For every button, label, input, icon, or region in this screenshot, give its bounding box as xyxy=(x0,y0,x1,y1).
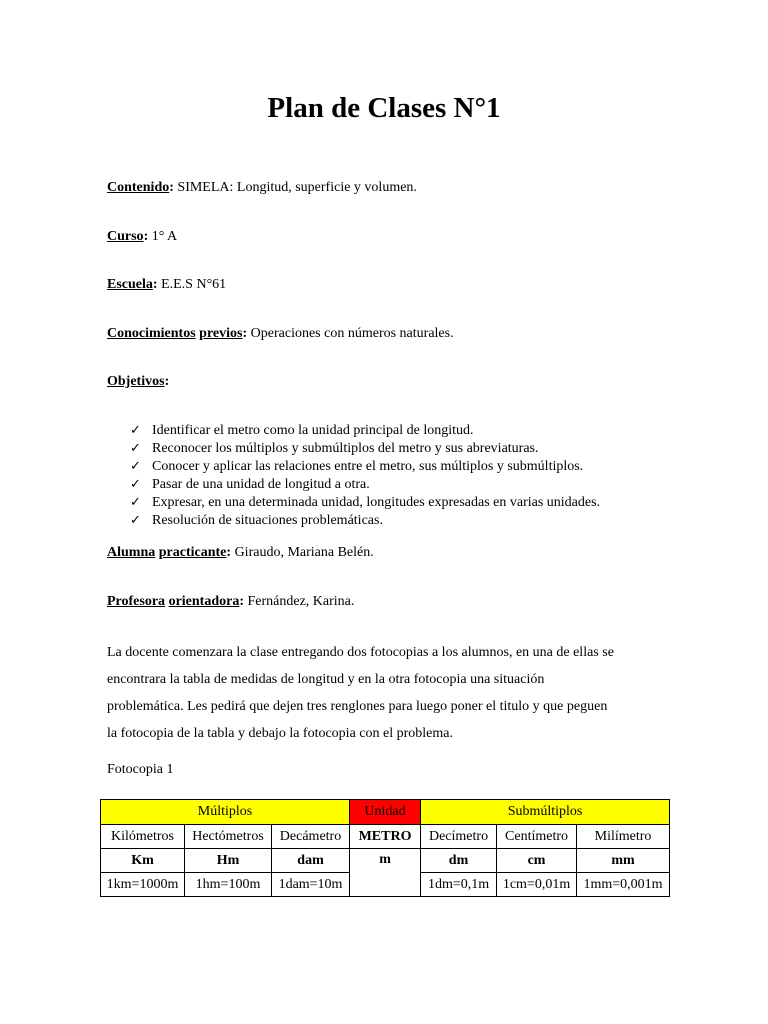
unit-symbol: dam xyxy=(272,849,350,873)
list-item xyxy=(130,475,600,493)
objective-text: Conocer y aplicar las relaciones entre el metro, sus múltiplos y submúltiplos. xyxy=(152,459,584,474)
header-multiplos: Múltiplos xyxy=(101,800,350,825)
list-item xyxy=(130,421,600,439)
page-title: Plan de Clases N°1 xyxy=(267,92,501,124)
label-profesora: Profesora xyxy=(107,594,166,609)
unit-name: Decámetro xyxy=(272,825,350,849)
unit-symbol: m xyxy=(350,849,421,897)
unit-equivalence: 1km=1000m xyxy=(101,873,185,897)
unit-name: METRO xyxy=(350,825,421,849)
label-previos: previos xyxy=(199,326,243,341)
table-row xyxy=(101,800,670,825)
unit-equivalence: 1mm=0,001m xyxy=(577,873,670,897)
paragraph-line: la fotocopia de la tabla y debajo la fotocopia con el problema. xyxy=(107,726,453,741)
check-icon: ✓ xyxy=(130,476,141,491)
label-alumna: Alumna xyxy=(107,545,156,560)
paragraph-line: problemática. Les pedirá que dejen tres renglones para luego poner el titulo y que peguen xyxy=(107,699,608,714)
objective-text: Reconocer los múltiplos y submúltiplos del metro y sus abreviaturas. xyxy=(152,441,539,456)
header-submultiplos: Submúltiplos xyxy=(421,800,670,825)
length-units-table xyxy=(100,799,670,897)
objective-text: Pasar de una unidad de longitud a otra. xyxy=(152,477,370,492)
field-alumna: Alumna practicante: Giraudo, Mariana Belén. xyxy=(107,545,374,560)
list-item xyxy=(130,493,600,511)
label-objetivos: Objetivos xyxy=(107,374,165,389)
check-icon: ✓ xyxy=(130,494,141,509)
value-alumna: Giraudo, Mariana Belén. xyxy=(231,545,374,560)
table-caption: Fotocopia 1 xyxy=(107,762,174,777)
list-item xyxy=(130,457,600,475)
table-row xyxy=(101,849,670,873)
field-curso: Curso: 1° A xyxy=(107,229,178,244)
list-item xyxy=(130,439,600,457)
field-escuela: Escuela: E.E.S N°61 xyxy=(107,277,227,292)
description-paragraph xyxy=(107,639,667,747)
label-conocimientos: Conocimientos xyxy=(107,326,196,341)
value-profesora: Fernández, Karina. xyxy=(244,594,355,609)
check-icon: ✓ xyxy=(130,422,141,437)
unit-name: Milímetro xyxy=(577,825,670,849)
value-conocimientos: Operaciones con números naturales. xyxy=(247,326,454,341)
unit-symbol: Hm xyxy=(185,849,272,873)
unit-symbol: cm xyxy=(497,849,577,873)
field-contenido: Contenido: SIMELA: Longitud, superficie y volumen. xyxy=(107,180,417,195)
objective-text: Expresar, en una determinada unidad, longitudes expresadas en varias unidades. xyxy=(152,495,601,510)
unit-name: Decímetro xyxy=(421,825,497,849)
field-objetivos: Objetivos: xyxy=(107,374,170,389)
value-contenido: SIMELA: Longitud, superficie y volumen. xyxy=(173,180,417,195)
unit-name: Kilómetros xyxy=(101,825,185,849)
unit-name: Centímetro xyxy=(497,825,577,849)
table-row xyxy=(101,825,670,849)
check-icon: ✓ xyxy=(130,458,141,473)
header-unidad: Unidad xyxy=(350,800,421,825)
field-conocimientos: Conocimientos previos: Operaciones con números naturales. xyxy=(107,326,454,341)
value-escuela: E.E.S N°61 xyxy=(157,277,227,292)
check-icon: ✓ xyxy=(130,512,141,527)
unit-equivalence: 1dam=10m xyxy=(272,873,350,897)
paragraph-line: encontrara la tabla de medidas de longitud y en la otra fotocopia una situación xyxy=(107,672,545,687)
label-curso: Curso xyxy=(107,229,144,244)
list-item xyxy=(130,511,600,529)
label-contenido: Contenido xyxy=(107,180,170,195)
value-curso: 1° A xyxy=(148,229,178,244)
objective-text: Resolución de situaciones problemáticas. xyxy=(152,513,383,528)
unit-equivalence: 1cm=0,01m xyxy=(497,873,577,897)
unit-name: Hectómetros xyxy=(185,825,272,849)
unit-equivalence: 1hm=100m xyxy=(185,873,272,897)
objectives-list xyxy=(130,421,600,529)
unit-symbol: Km xyxy=(101,849,185,873)
check-icon: ✓ xyxy=(130,440,141,455)
objective-text: Identificar el metro como la unidad principal de longitud. xyxy=(152,423,474,438)
unit-symbol: dm xyxy=(421,849,497,873)
unit-equivalence: 1dm=0,1m xyxy=(421,873,497,897)
paragraph-line: La docente comenzara la clase entregando dos fotocopias a los alumnos, en una de ellas se xyxy=(107,645,614,660)
unit-symbol: mm xyxy=(577,849,670,873)
label-orientadora: orientadora xyxy=(168,594,240,609)
field-profesora: Profesora orientadora: Fernández, Karina. xyxy=(107,594,355,609)
label-practicante: practicante xyxy=(158,545,227,560)
label-escuela: Escuela xyxy=(107,277,153,292)
